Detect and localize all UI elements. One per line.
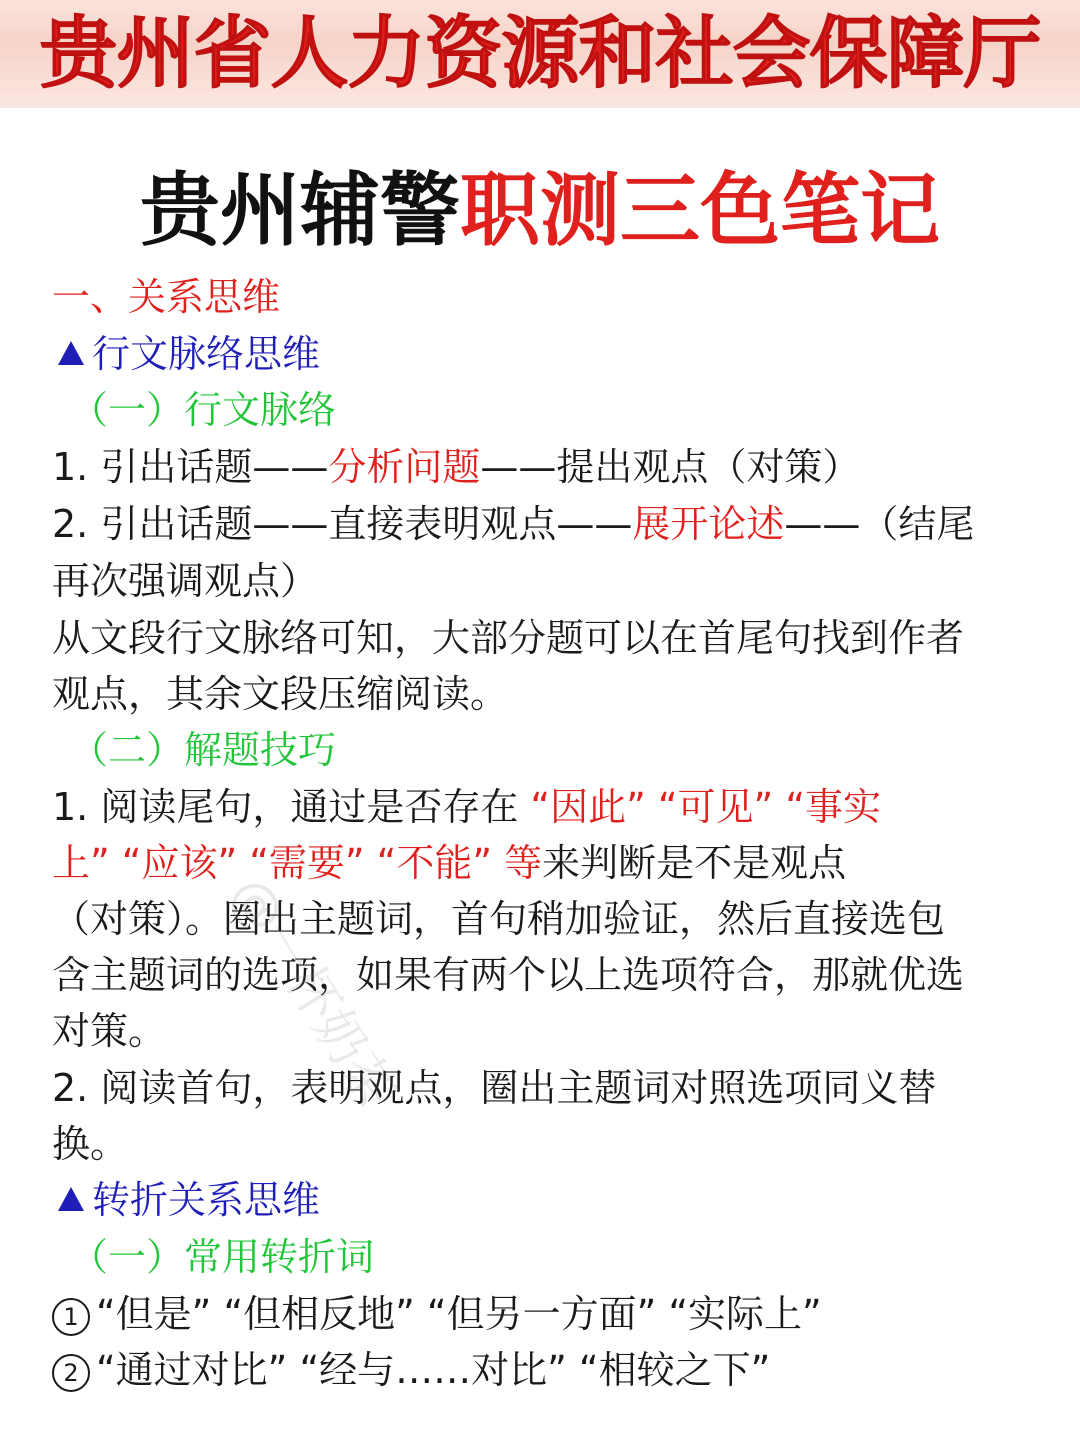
circled-number-icon: 1: [52, 1298, 90, 1336]
title-black-part: 贵州辅警: [140, 163, 460, 257]
paragraph-line: [52, 839, 1032, 887]
subheading-turning-thinking: [52, 1176, 1032, 1224]
page-title: [0, 160, 1080, 260]
list-item-text: “通过对比” “经与……对比” “相较之下”: [96, 1348, 771, 1392]
highlight-red: “因此” “可见” “事实: [530, 785, 882, 829]
paragraph-line: 换。: [52, 1122, 129, 1166]
paragraph-line: 含主题词的选项，如果有两个以上选项符合，那就优选: [52, 953, 965, 997]
text-span: 来判断是不是观点: [542, 841, 847, 885]
paragraph-line: [52, 783, 1032, 831]
triangle-icon: [58, 341, 84, 365]
list-item: [52, 1290, 1032, 1338]
text-span: ——（结尾: [784, 502, 975, 546]
text-span: ——提出观点（对策）: [480, 445, 861, 489]
paragraph-line: （对策）。圈出主题词，首句稍加验证，然后直接选包: [52, 897, 946, 941]
subheading-context-thinking: [52, 330, 1032, 378]
text-span: 1. 阅读尾句，通过是否存在: [52, 785, 531, 829]
banner-title: 贵州省人力资源和社会保障厅: [39, 9, 1041, 99]
title-red-part: 职测三色笔记: [460, 163, 940, 257]
paragraph-line: 观点，其余文段压缩阅读。: [52, 672, 509, 716]
paragraph-line: [52, 500, 1032, 548]
highlight-red: 分析问题: [328, 445, 481, 489]
paragraph-line: [52, 443, 1032, 491]
paragraph-line: 对策。: [52, 1009, 167, 1053]
part-heading-techniques: （二）解题技巧: [70, 728, 337, 772]
subheading-label: 行文脉络思维: [92, 332, 321, 376]
list-item: [52, 1346, 1032, 1394]
triangle-icon: [58, 1187, 84, 1211]
header-banner: [0, 0, 1080, 108]
text-span: 2. 引出话题——直接表明观点——: [52, 502, 633, 546]
part-heading-context: （一）行文脉络: [70, 388, 337, 432]
watermark: @一杯奶茶: [218, 866, 407, 1120]
paragraph-line: 2. 阅读首句，表明观点，圈出主题词对照选项同义替: [52, 1066, 937, 1110]
highlight-red: 展开论述: [632, 502, 785, 546]
paragraph-line: 再次强调观点）: [52, 559, 319, 603]
paragraph-line: 从文段行文脉络可知，大部分题可以在首尾句找到作者: [52, 616, 965, 660]
subheading-label: 转折关系思维: [92, 1178, 321, 1222]
circled-number-icon: 2: [52, 1354, 90, 1392]
text-span: 1. 引出话题——: [52, 445, 329, 489]
part-heading-turning-words: （一）常用转折词: [70, 1235, 375, 1279]
section-heading-relation-thinking: 一、关系思维: [52, 275, 281, 319]
list-item-text: “但是” “但相反地” “但另一方面” “实际上”: [96, 1292, 822, 1336]
highlight-red: 上” “应该” “需要” “不能” 等: [52, 841, 543, 885]
